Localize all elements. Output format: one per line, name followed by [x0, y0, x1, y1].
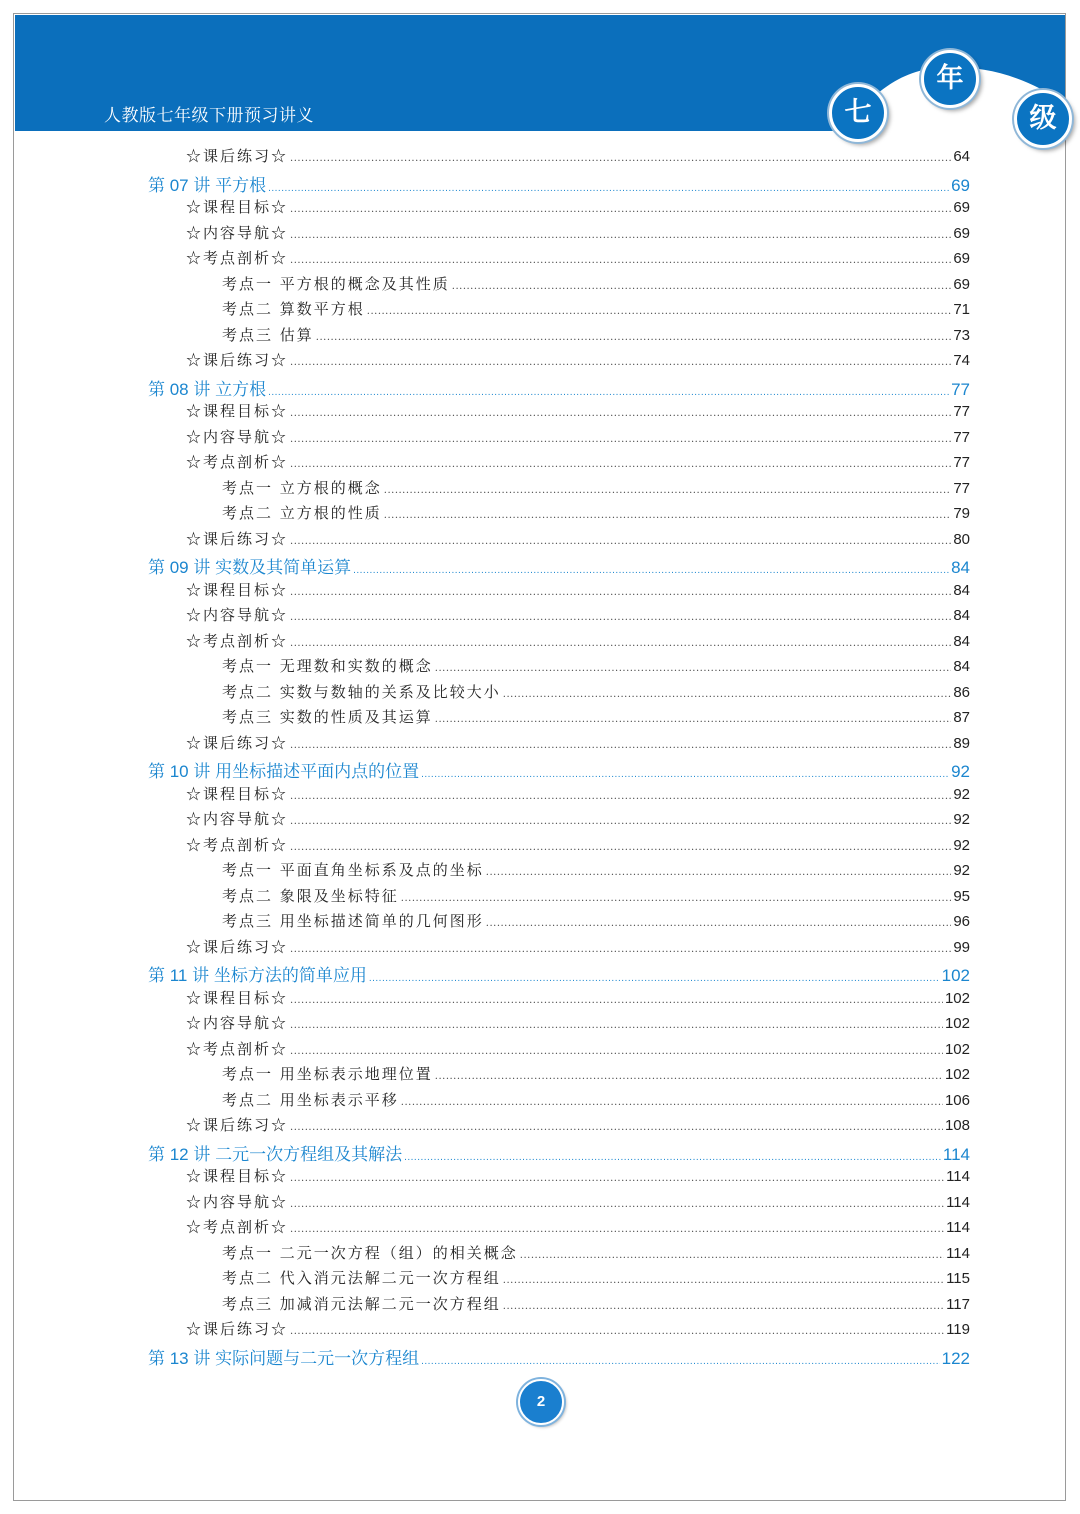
- toc-leader-dots: [384, 510, 952, 521]
- toc-entry-label: ☆课程目标☆: [186, 580, 289, 599]
- toc-section-entry[interactable]: [186, 604, 970, 625]
- toc-entry-page: 117: [946, 1295, 970, 1313]
- toc-entry-label: 考点一 立方根的概念: [222, 478, 382, 497]
- toc-topic-entry[interactable]: [222, 859, 970, 880]
- toc-entry-page: 84: [953, 607, 970, 624]
- toc-leader-dots: [290, 842, 951, 853]
- toc-leader-dots: [290, 536, 951, 547]
- toc-entry-page: 114: [946, 1168, 970, 1185]
- toc-entry-page: 102: [944, 1066, 970, 1083]
- toc-entry-page: 64: [953, 148, 970, 165]
- toc-section-entry[interactable]: [186, 1114, 970, 1135]
- toc-leader-dots: [290, 1122, 943, 1133]
- toc-topic-entry[interactable]: [222, 706, 970, 727]
- book-title: 人教版七年级下册预习讲义: [104, 106, 314, 126]
- toc-entry-page: 80: [953, 530, 970, 548]
- toc-chapter-entry[interactable]: [148, 171, 970, 196]
- toc-entry-label: ☆课后练习☆: [186, 1116, 289, 1134]
- toc-entry-label: 第 10 讲 用坐标描述平面内点的位置: [148, 762, 420, 781]
- toc-section-entry[interactable]: [186, 1012, 970, 1033]
- toc-entry-page: 102: [944, 1015, 970, 1032]
- toc-chapter-entry[interactable]: [148, 757, 970, 782]
- toc-entry-label: 第 13 讲 实际问题与二元一次方程组: [148, 1348, 420, 1368]
- toc-entry-page: 114: [942, 1144, 970, 1164]
- toc-leader-dots: [520, 1250, 944, 1261]
- toc-entry-label: ☆内容导航☆: [186, 1192, 289, 1211]
- toc-entry-page: 122: [941, 1348, 970, 1368]
- toc-entry-label: ☆课后练习☆: [186, 733, 289, 752]
- toc-entry-label: ☆课程目标☆: [186, 402, 289, 420]
- toc-leader-dots: [384, 485, 952, 496]
- toc-topic-entry[interactable]: [222, 1063, 970, 1084]
- toc-topic-entry[interactable]: [222, 502, 970, 523]
- toc-entry-label: ☆课程目标☆: [186, 1167, 289, 1185]
- toc-entry-page: 92: [951, 762, 970, 781]
- toc-leader-dots: [369, 973, 940, 984]
- toc-section-entry[interactable]: [186, 528, 970, 549]
- toc-leader-dots: [404, 1152, 941, 1163]
- toc-entry-label: ☆课后练习☆: [186, 937, 289, 956]
- toc-topic-entry[interactable]: [222, 885, 970, 906]
- toc-topic-entry[interactable]: [222, 655, 970, 676]
- toc-entry-label: 考点一 用坐标表示地理位置: [222, 1065, 433, 1083]
- toc-leader-dots: [290, 204, 951, 215]
- toc-leader-dots: [290, 612, 951, 623]
- toc-entry-label: ☆考点剖析☆: [186, 1218, 289, 1236]
- toc-section-entry[interactable]: [186, 451, 970, 472]
- toc-entry-page: 71: [953, 301, 970, 318]
- toc-entry-page: 77: [951, 379, 970, 399]
- toc-entry-page: 99: [953, 938, 970, 956]
- toc-leader-dots: [421, 1356, 940, 1367]
- toc-leader-dots: [421, 769, 949, 780]
- toc-section-entry[interactable]: [186, 222, 970, 243]
- toc-leader-dots: [268, 387, 949, 398]
- toc-section-entry[interactable]: [186, 1165, 970, 1186]
- toc-leader-dots: [290, 408, 951, 419]
- toc-section-entry[interactable]: [186, 145, 970, 166]
- toc-section-entry[interactable]: [186, 936, 970, 957]
- toc-leader-dots: [486, 918, 952, 929]
- toc-entry-label: 考点三 估算: [222, 325, 314, 344]
- toc-entry-label: 考点二 实数与数轴的关系及比较大小: [222, 682, 501, 701]
- toc-leader-dots: [435, 714, 952, 725]
- toc-entry-label: ☆内容导航☆: [186, 606, 289, 624]
- toc-entry-label: 第 08 讲 立方根: [148, 379, 267, 399]
- grade-char-ji: 级: [1014, 90, 1072, 148]
- toc-leader-dots: [316, 332, 952, 343]
- toc-entry-page: 92: [953, 811, 970, 828]
- toc-entry-label: ☆课后练习☆: [186, 1320, 289, 1338]
- toc-entry-page: 77: [953, 403, 970, 420]
- toc-entry-label: 考点二 象限及坐标特征: [222, 886, 399, 905]
- toc-entry-page: 89: [953, 734, 970, 752]
- toc-section-entry[interactable]: [186, 247, 970, 268]
- toc-entry-label: ☆课程目标☆: [186, 198, 289, 216]
- toc-leader-dots: [290, 255, 951, 266]
- toc-chapter-entry[interactable]: [148, 961, 970, 986]
- toc-entry-page: 114: [946, 1219, 970, 1236]
- toc-entry-label: 考点二 用坐标表示平移: [222, 1090, 399, 1109]
- toc-leader-dots: [290, 1020, 943, 1031]
- toc-entry-page: 102: [941, 966, 970, 985]
- toc-section-entry[interactable]: [186, 834, 970, 855]
- toc-entry-label: 考点二 代入消元法解二元一次方程组: [222, 1269, 501, 1287]
- toc-entry-page: 74: [953, 352, 970, 369]
- toc-entry-label: ☆内容导航☆: [186, 427, 289, 446]
- toc-leader-dots: [435, 663, 952, 674]
- toc-leader-dots: [290, 1224, 944, 1235]
- toc-entry-page: 108: [944, 1117, 970, 1134]
- toc-leader-dots: [290, 791, 951, 802]
- toc-entry-label: 考点三 实数的性质及其运算: [222, 708, 433, 726]
- toc-entry-page: 86: [953, 683, 970, 701]
- page-number: 2: [518, 1379, 564, 1425]
- toc-chapter-entry[interactable]: [148, 1344, 970, 1369]
- toc-leader-dots: [290, 153, 951, 164]
- toc-entry-page: 102: [944, 1040, 970, 1058]
- toc-leader-dots: [503, 1275, 944, 1286]
- toc-leader-dots: [290, 587, 951, 598]
- toc-section-entry[interactable]: [186, 1038, 970, 1059]
- toc-leader-dots: [367, 306, 952, 317]
- toc-entry-label: ☆内容导航☆: [186, 810, 289, 828]
- toc-entry-label: ☆考点剖析☆: [186, 453, 289, 471]
- toc-entry-label: 考点三 加减消元法解二元一次方程组: [222, 1294, 501, 1313]
- toc-entry-label: ☆内容导航☆: [186, 223, 289, 242]
- toc-entry-label: ☆课后练习☆: [186, 529, 289, 548]
- toc-topic-entry[interactable]: [222, 298, 970, 319]
- toc-entry-label: 考点三 用坐标描述简单的几何图形: [222, 912, 484, 930]
- toc-entry-page: 69: [953, 250, 970, 267]
- toc-section-entry[interactable]: [186, 426, 970, 447]
- toc-entry-page: 92: [953, 862, 970, 879]
- toc-leader-dots: [452, 281, 952, 292]
- toc-topic-entry[interactable]: [222, 1242, 970, 1263]
- toc-entry-page: 84: [953, 581, 970, 599]
- toc-leader-dots: [435, 1071, 943, 1082]
- toc-entry-page: 115: [946, 1270, 970, 1287]
- toc-entry-label: ☆考点剖析☆: [186, 835, 289, 854]
- toc-entry-page: 95: [953, 887, 970, 905]
- toc-topic-entry[interactable]: [222, 1293, 970, 1314]
- toc-section-entry[interactable]: [186, 732, 970, 753]
- toc-entry-page: 84: [951, 558, 970, 577]
- toc-topic-entry[interactable]: [222, 910, 970, 931]
- toc-entry-page: 77: [953, 479, 970, 497]
- toc-entry-label: ☆课后练习☆: [186, 351, 289, 369]
- toc-leader-dots: [290, 1326, 944, 1337]
- toc-section-entry[interactable]: [186, 808, 970, 829]
- toc-entry-page: 92: [953, 836, 970, 854]
- toc-leader-dots: [290, 995, 943, 1006]
- toc-entry-label: 第 07 讲 平方根: [148, 175, 267, 195]
- toc-entry-label: ☆考点剖析☆: [186, 1039, 289, 1058]
- toc-entry-page: 96: [953, 913, 970, 930]
- toc-section-entry[interactable]: [186, 579, 970, 600]
- toc-leader-dots: [503, 1301, 944, 1312]
- toc-leader-dots: [290, 1046, 943, 1057]
- toc-chapter-entry[interactable]: [148, 1140, 970, 1165]
- toc-entry-page: 92: [953, 785, 970, 803]
- toc-entry-label: 第 11 讲 坐标方法的简单应用: [148, 966, 367, 985]
- toc-leader-dots: [401, 893, 952, 904]
- toc-leader-dots: [290, 816, 951, 827]
- toc-entry-page: 69: [953, 224, 970, 242]
- toc-topic-entry[interactable]: [222, 273, 970, 294]
- toc-leader-dots: [290, 459, 951, 470]
- toc-entry-page: 119: [946, 1321, 970, 1338]
- toc-leader-dots: [290, 638, 951, 649]
- toc-leader-dots: [503, 689, 952, 700]
- toc-topic-entry[interactable]: [222, 1267, 970, 1288]
- toc-entry-page: 84: [953, 632, 970, 650]
- toc-topic-entry[interactable]: [222, 681, 970, 702]
- toc-entry-label: 考点一 平方根的概念及其性质: [222, 274, 450, 293]
- toc-entry-page: 77: [953, 454, 970, 471]
- toc-leader-dots: [290, 740, 951, 751]
- toc-leader-dots: [290, 230, 951, 241]
- toc-leader-dots: [268, 183, 949, 194]
- toc-entry-label: 考点一 平面直角坐标系及点的坐标: [222, 861, 484, 879]
- toc-entry-page: 73: [953, 326, 970, 344]
- toc-entry-label: 考点一 二元一次方程（组）的相关概念: [222, 1243, 518, 1262]
- toc-entry-page: 69: [951, 175, 970, 195]
- toc-section-entry[interactable]: [186, 1191, 970, 1212]
- toc-topic-entry[interactable]: [222, 477, 970, 498]
- toc-leader-dots: [486, 867, 952, 878]
- toc-leader-dots: [290, 434, 951, 445]
- toc-entry-page: 77: [953, 428, 970, 446]
- toc-entry-page: 87: [953, 709, 970, 726]
- toc-leader-dots: [290, 1173, 944, 1184]
- toc-section-entry[interactable]: [186, 400, 970, 421]
- toc-entry-page: 79: [953, 505, 970, 522]
- toc-entry-label: ☆课程目标☆: [186, 784, 289, 803]
- toc-entry-label: 考点二 算数平方根: [222, 300, 365, 318]
- toc-entry-page: 69: [953, 275, 970, 293]
- toc-leader-dots: [401, 1097, 943, 1108]
- toc-entry-label: 考点一 无理数和实数的概念: [222, 657, 433, 675]
- toc-topic-entry[interactable]: [222, 324, 970, 345]
- toc-chapter-entry[interactable]: [148, 375, 970, 400]
- toc-entry-page: 102: [944, 989, 970, 1007]
- toc-entry-label: ☆考点剖析☆: [186, 249, 289, 267]
- toc-leader-dots: [290, 944, 951, 955]
- toc-section-entry[interactable]: [186, 630, 970, 651]
- grade-char-nian: 年: [921, 50, 979, 108]
- toc-leader-dots: [290, 357, 951, 368]
- toc-entry-page: 84: [953, 658, 970, 675]
- toc-entry-page: 114: [946, 1193, 970, 1211]
- toc-chapter-entry[interactable]: [148, 553, 970, 578]
- toc-entry-label: 考点二 立方根的性质: [222, 504, 382, 522]
- toc-leader-dots: [353, 565, 949, 576]
- toc-entry-label: ☆课程目标☆: [186, 988, 289, 1007]
- toc-entry-page: 69: [953, 199, 970, 216]
- toc-section-entry[interactable]: [186, 1216, 970, 1237]
- toc-entry-label: 第 09 讲 实数及其简单运算: [148, 558, 352, 577]
- toc-section-entry[interactable]: [186, 196, 970, 217]
- toc-entry-label: ☆课后练习☆: [186, 147, 289, 165]
- toc-entry-label: ☆内容导航☆: [186, 1014, 289, 1032]
- toc-section-entry[interactable]: [186, 349, 970, 370]
- grade-char-qi: 七: [829, 84, 887, 142]
- toc-entry-page: 114: [946, 1244, 970, 1262]
- toc-section-entry[interactable]: [186, 987, 970, 1008]
- toc-entry-page: 106: [944, 1091, 970, 1109]
- toc-section-entry[interactable]: [186, 783, 970, 804]
- toc-entry-label: ☆考点剖析☆: [186, 631, 289, 650]
- toc-leader-dots: [290, 1199, 944, 1210]
- toc-entry-label: 第 12 讲 二元一次方程组及其解法: [148, 1144, 403, 1164]
- toc-topic-entry[interactable]: [222, 1089, 970, 1110]
- toc-section-entry[interactable]: [186, 1318, 970, 1339]
